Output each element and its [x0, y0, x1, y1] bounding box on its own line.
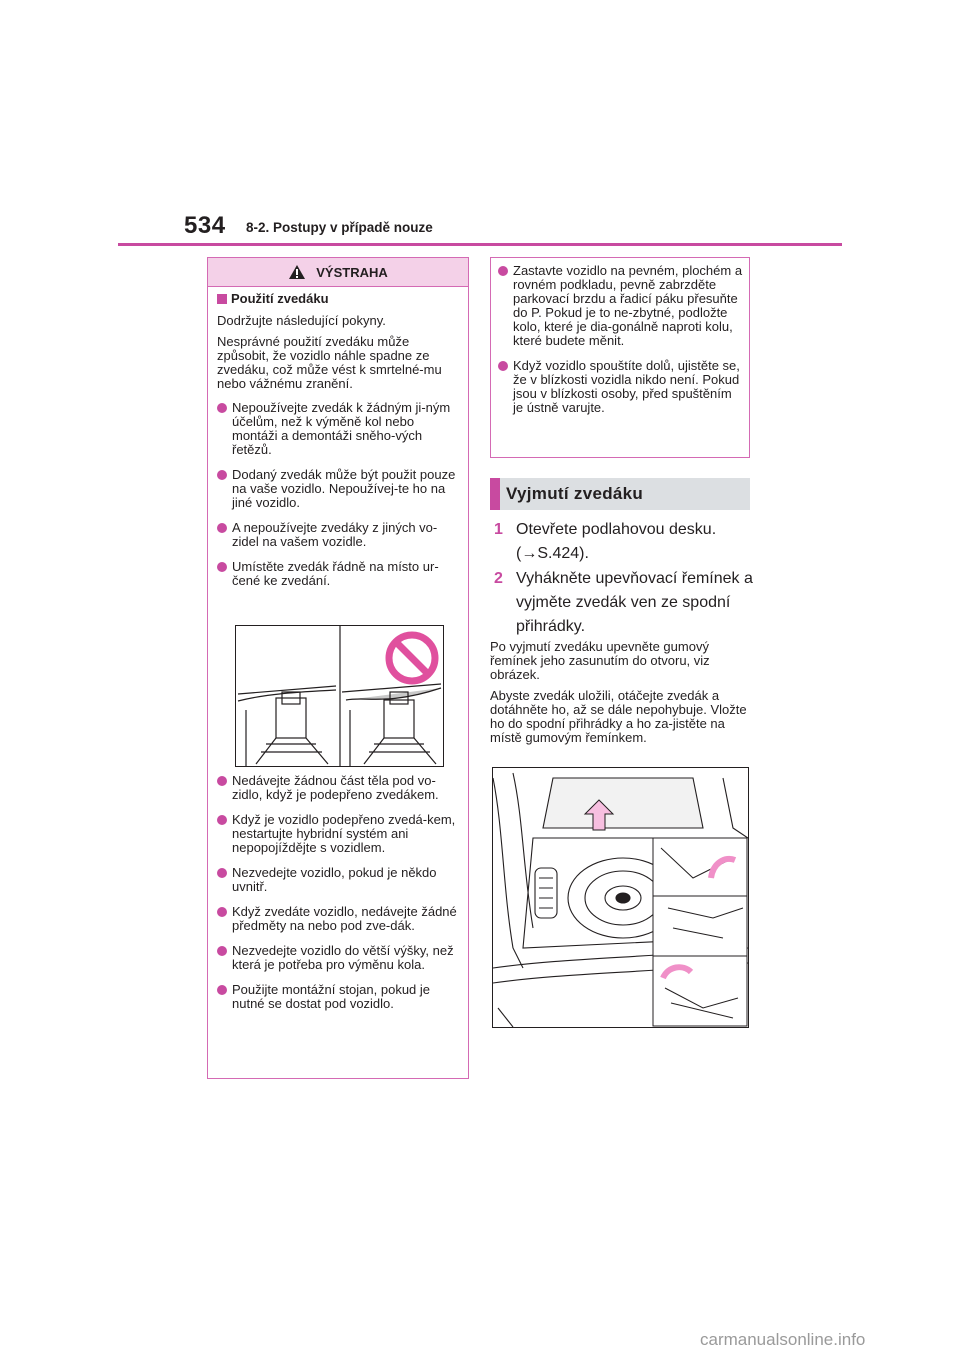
step-number: 2	[494, 570, 503, 587]
bullet-dot-icon	[217, 985, 227, 995]
warning-subheading	[217, 292, 463, 306]
bullet-text: Nezvedejte vozidlo do větší výšky, než která je potřeba pro výměnu kola.	[232, 943, 454, 972]
body-text	[490, 640, 752, 752]
warning-header	[208, 258, 468, 287]
bullet-dot-icon	[217, 470, 227, 480]
jack-wrong-placement-icon	[342, 684, 441, 766]
step-text: Otevřete podlahovou desku. (→S.424).	[516, 521, 717, 562]
warning-bullet	[217, 774, 463, 802]
bullet-dot-icon	[217, 523, 227, 533]
warning-bullet	[217, 521, 463, 549]
warning-bullet	[217, 866, 463, 894]
warning-content	[217, 292, 463, 599]
watermark: carmanualsonline.info	[700, 1330, 866, 1349]
warning-bullet	[217, 983, 463, 1011]
section-heading-text: Vyjmutí zvedáku	[506, 484, 644, 503]
prohibited-icon	[389, 635, 435, 681]
bullet-text: Když je vozidlo podepřeno zvedá-kem, nestartujte hybridní systém ani nepopojíždějte s vozidlem.	[232, 812, 456, 855]
bullet-text: A nepoužívejte zvedáky z jiných vo-zidel na vašem vozidle.	[232, 520, 438, 549]
bullet-text: Použijte montážní stojan, pokud je nutné se dostat pod vozidlo.	[232, 982, 431, 1011]
warning-bullet	[217, 944, 463, 972]
bullet-text: Nedávejte žádnou část těla pod vo-zidlo, když je podepřeno zvedákem.	[232, 773, 439, 802]
warning-subheading-text: Použití zvedáku	[231, 291, 329, 306]
bullet-dot-icon	[217, 868, 227, 878]
bullet-dot-icon	[217, 907, 227, 917]
bullet-dot-icon	[217, 562, 227, 572]
warning-bullet	[217, 401, 463, 457]
bullet-text: Dodaný zvedák může být použit pouze na vaše vozidlo. Nepoužívej-te ho na jiné vozidlo.	[232, 467, 456, 510]
step-1	[494, 518, 754, 566]
jack-placement-figure	[235, 625, 444, 767]
section-title: 8-2. Postupy v případě nouze	[246, 220, 433, 235]
step-text: Vyhákněte upevňovací řemínek a vyjměte zvedák ven ze spodní přihrádky.	[516, 570, 753, 635]
warning-bullet	[217, 813, 463, 855]
warning-intro-1: Dodržujte následující pokyny.	[217, 313, 386, 328]
bullet-dot-icon	[217, 403, 227, 413]
warning-continued-box	[490, 257, 750, 458]
page-number: 534	[184, 212, 226, 239]
square-bullet-icon	[217, 294, 227, 304]
bullet-text: Když vozidlo spouštíte dolů, ujistěte se, že v blízkosti vozidla nikdo není. Pokud jsou v blízkosti osoby, před spuštěním je ústně varujte.	[513, 358, 740, 415]
bullet-text: Nezvedejte vozidlo, pokud je někdo uvnitř.	[232, 865, 437, 894]
heading-accent	[490, 478, 500, 510]
bullet-dot-icon	[217, 815, 227, 825]
bullet-text: Nepoužívejte zvedák k žádným ji-ným účelům, než k výměně kol nebo montáži a demontáži sněho-vých řetězů.	[232, 400, 451, 457]
warning-intro-2: Nesprávné použití zvedáku může způsobit, že vozidlo náhle spadne ze zvedáku, což může vést k smrtelné-mu nebo vážnému zranění.	[217, 334, 442, 391]
bullet-dot-icon	[498, 361, 508, 371]
warning-box	[207, 257, 469, 1079]
step-2	[494, 567, 754, 639]
warning-bullet	[217, 905, 463, 933]
warning-bullet	[498, 264, 743, 348]
warning-content-2	[217, 774, 463, 1022]
bullet-dot-icon	[217, 776, 227, 786]
bullet-text: Když zvedáte vozidlo, nedávejte žádné předměty na nebo pod zve-dák.	[232, 904, 457, 933]
bullet-text: Zastavte vozidlo na pevném, plochém a rovném podkladu, pevně zabrzděte parkovací brzdu a řadicí páku přesuňte do P. Pokud je to ne-zbytné, podložte kolo, které je dia-gonálně naproti kolu, které budete měnit.	[513, 263, 743, 348]
bullet-dot-icon	[217, 946, 227, 956]
warning-triangle-icon	[288, 264, 306, 280]
paragraph: Po vyjmutí zvedáku upevněte gumový řemínek jeho zasunutím do otvoru, viz obrázek.	[490, 639, 710, 682]
warning-bullet	[217, 560, 463, 588]
warning-title: VÝSTRAHA	[316, 264, 388, 280]
bullet-text: Umístěte zvedák řádně na místo ur-čené ke zvedání.	[232, 559, 439, 588]
bullet-dot-icon	[498, 266, 508, 276]
header-rule	[118, 243, 842, 246]
paragraph: Abyste zvedák uložili, otáčejte zvedák a dotáhněte ho, až se dále nepohybuje. Vložte ho do spodní přihrádky a ho za-jistěte na místě gumovým řemínkem.	[490, 688, 747, 745]
warning-continued-content	[498, 264, 743, 426]
trunk-jack-figure	[492, 767, 749, 1028]
warning-bullet	[498, 359, 743, 415]
warning-bullet	[217, 468, 463, 510]
jack-correct-placement-icon	[238, 686, 336, 766]
step-number: 1	[494, 521, 503, 538]
section-heading	[490, 478, 750, 510]
